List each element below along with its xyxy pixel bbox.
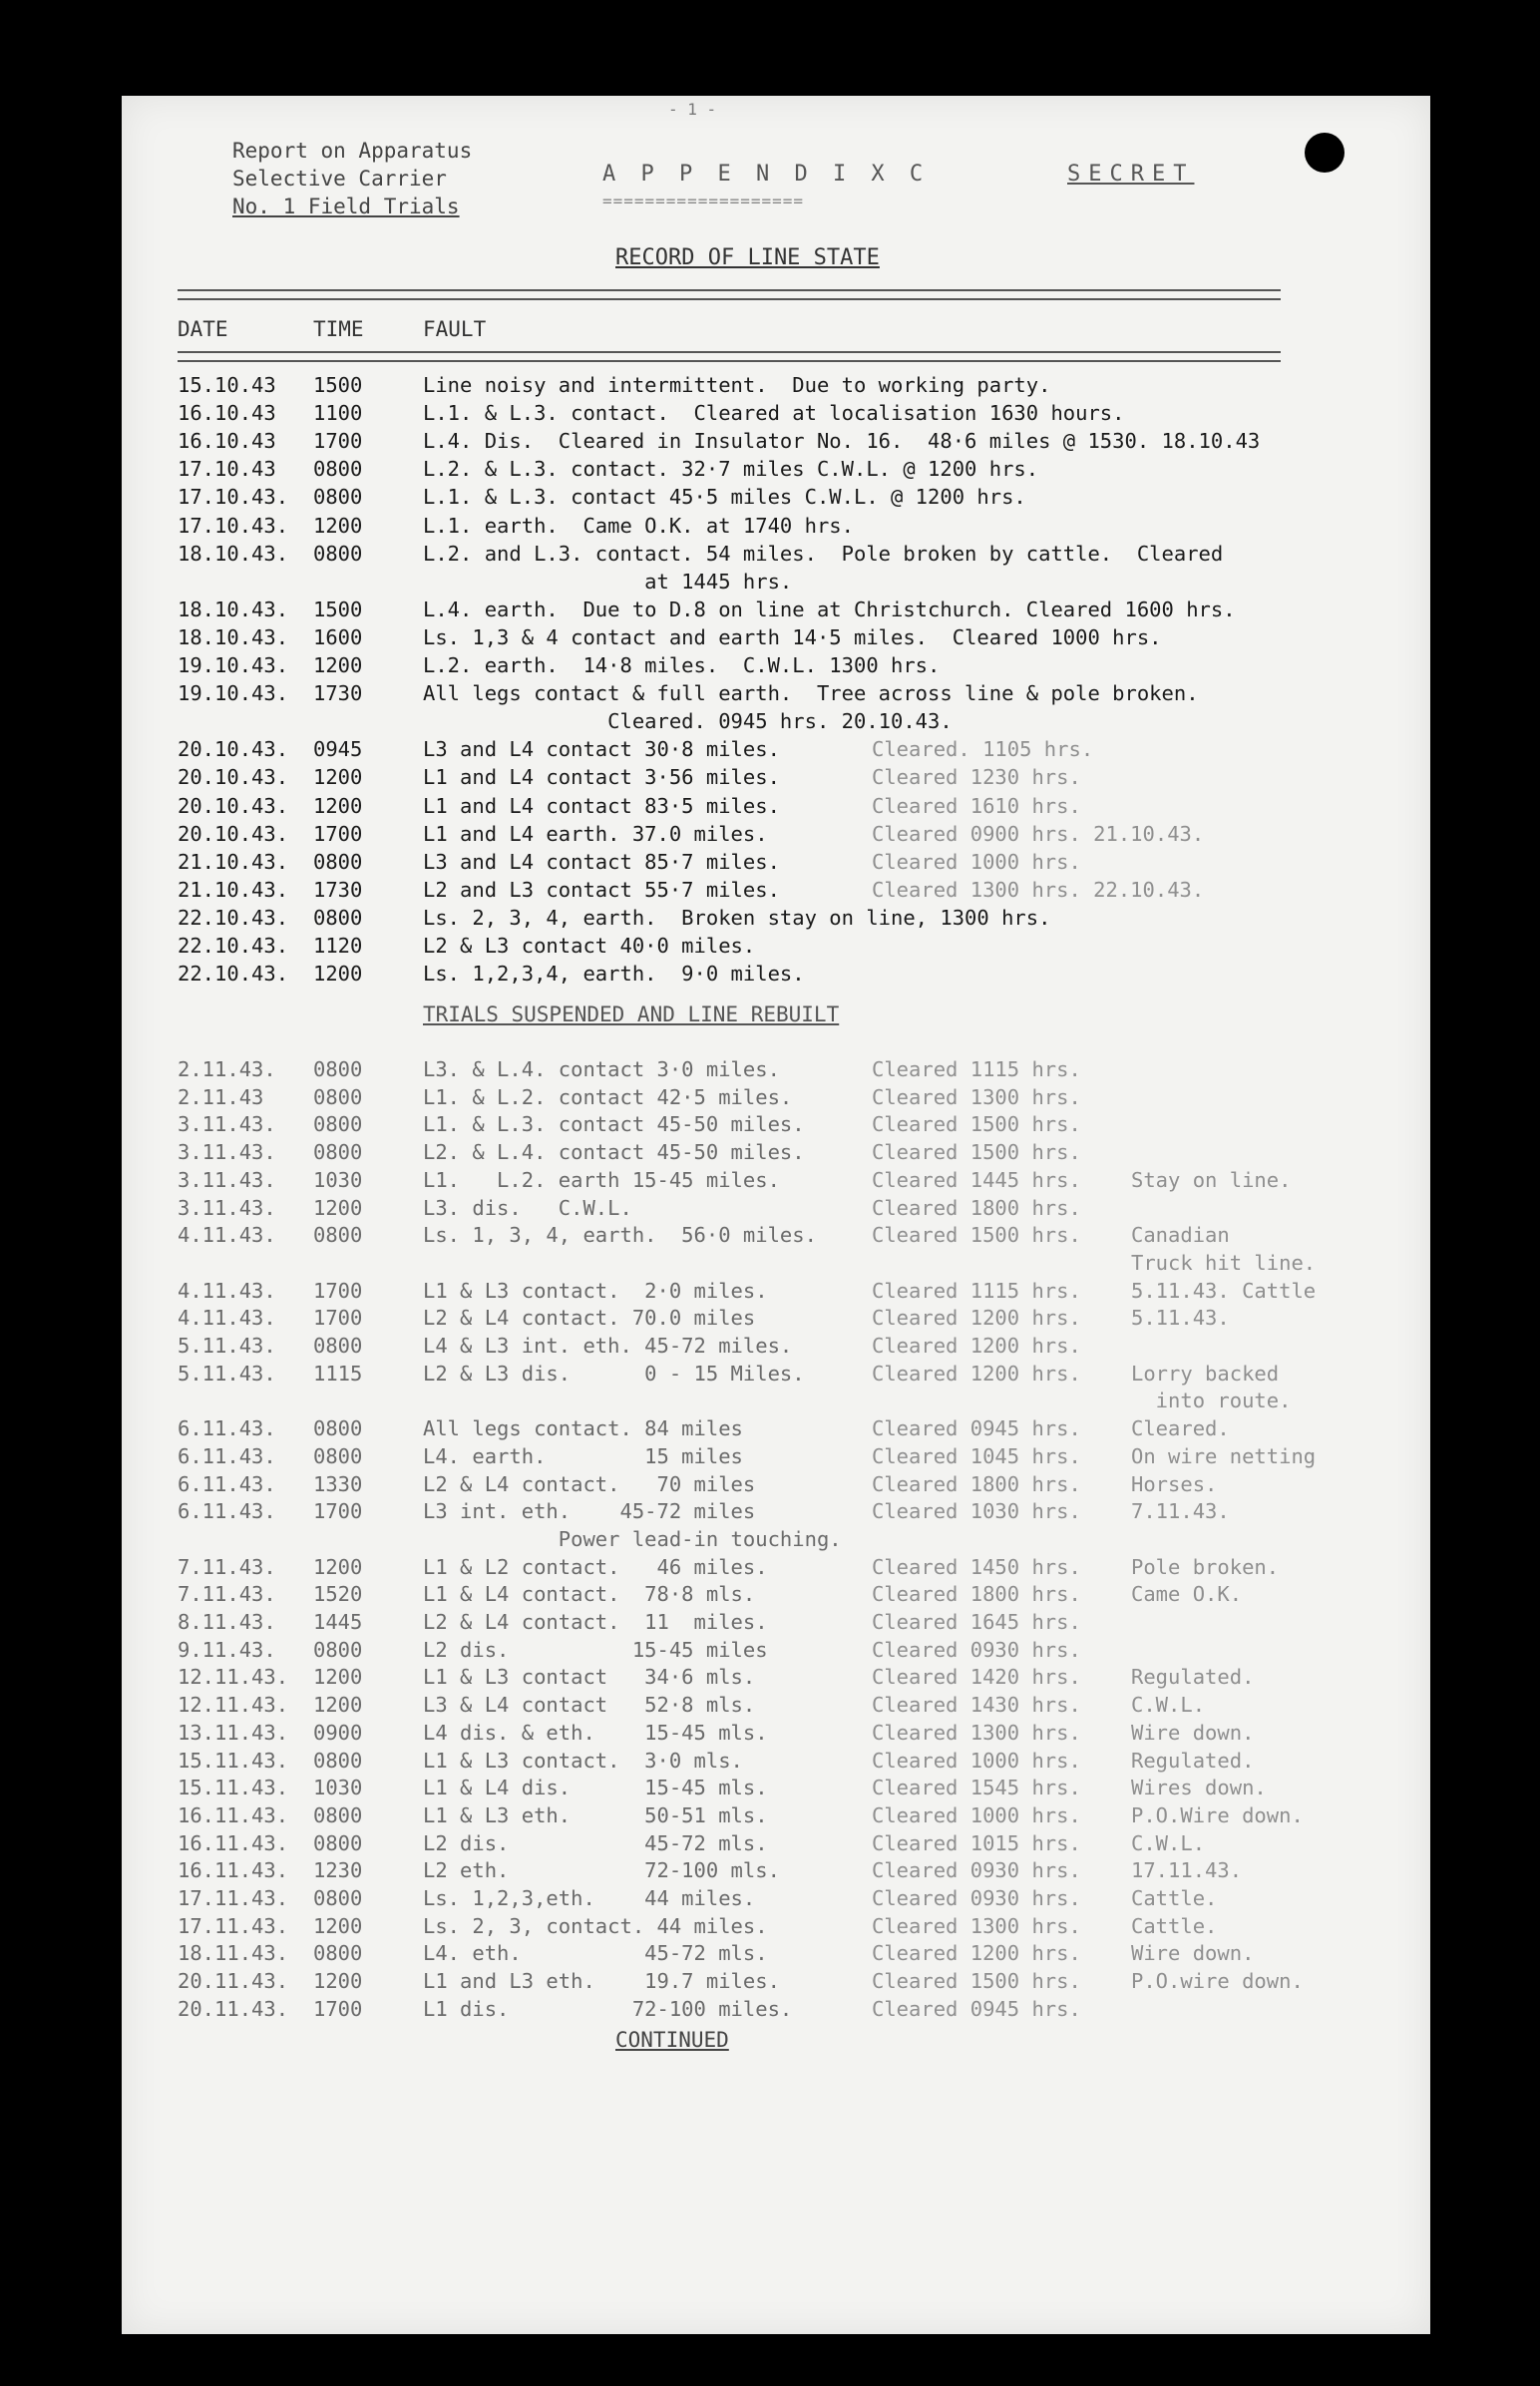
row-time: 1200: [313, 1665, 363, 1690]
row-date: 16.10.43: [178, 401, 276, 426]
table-row: [0, 1721, 1540, 1749]
row-time: 0800: [313, 1084, 363, 1109]
row-cleared: Cleared 1500 hrs.: [872, 1969, 1081, 1994]
row-time: 1200: [313, 1913, 363, 1938]
row-fault: L2 dis. 15-45 miles: [423, 1637, 768, 1662]
table-row: [0, 401, 1540, 429]
row-fault: L4. eth. 45-72 mls.: [423, 1941, 768, 1966]
row-date: 17.10.43: [178, 457, 276, 482]
row-cleared: Cleared. 1105 hrs.: [872, 737, 1094, 762]
row-cleared: Cleared 1000 hrs.: [872, 849, 1081, 874]
secret-label: SECRET: [1067, 162, 1195, 187]
row-cleared: Cleared 0945 hrs.: [872, 1416, 1081, 1441]
row-note: Truck hit line.: [1131, 1250, 1317, 1275]
row-date: 15.11.43.: [178, 1748, 289, 1773]
row-cleared: Cleared 1230 hrs.: [872, 765, 1081, 790]
row-time: 0800: [313, 485, 363, 510]
row-time: 1730: [313, 681, 363, 706]
row-note: Horses.: [1131, 1471, 1218, 1496]
row-date: 18.10.43.: [178, 624, 289, 649]
table-row: [0, 1803, 1540, 1831]
row-note: Regulated.: [1131, 1665, 1255, 1690]
row-time: 0800: [313, 1830, 363, 1855]
row-cleared: Cleared 0930 hrs.: [872, 1886, 1081, 1910]
row-note: Cattle.: [1131, 1886, 1218, 1910]
row-fault: L.1. earth. Came O.K. at 1740 hrs.: [423, 513, 854, 538]
row-time: 1700: [313, 429, 363, 454]
row-time: 1700: [313, 821, 363, 846]
table-row: [0, 1527, 1540, 1555]
row-time: 0800: [313, 1416, 363, 1441]
row-time: 0800: [313, 457, 363, 482]
appendix-label: A P P E N D I X C: [602, 162, 930, 187]
row-time: 0800: [313, 1112, 363, 1137]
row-cleared: Cleared 0900 hrs. 21.10.43.: [872, 821, 1205, 846]
table-row: [0, 1057, 1540, 1085]
row-cleared: Cleared 1500 hrs.: [872, 1112, 1081, 1137]
table-row: [0, 625, 1540, 653]
table-row: [0, 1858, 1540, 1886]
table-row: [0, 850, 1540, 878]
row-note: Lorry backed: [1131, 1361, 1280, 1386]
row-date: 4.11.43.: [178, 1278, 276, 1303]
row-date: 21.10.43.: [178, 877, 289, 902]
row-fault: L1 & L2 contact. 46 miles.: [423, 1554, 768, 1579]
appendix-rule: ===================: [602, 192, 805, 210]
row-note: C.W.L.: [1131, 1693, 1206, 1718]
row-fault: L2 eth. 72-100 mls.: [423, 1858, 780, 1883]
row-date: 3.11.43.: [178, 1195, 276, 1220]
table-row: [0, 514, 1540, 542]
row-fault: L1 & L4 contact. 78·8 mls.: [423, 1582, 756, 1607]
row-time: 1330: [313, 1471, 363, 1496]
row-cleared: Cleared 1300 hrs.: [872, 1720, 1081, 1745]
row-time: 0800: [313, 1802, 363, 1827]
row-time: 1500: [313, 373, 363, 397]
row-time: 0800: [313, 1223, 363, 1248]
row-fault: L.2. and L.3. contact. 54 miles. Pole broken by cattle. Cleared: [423, 541, 1224, 566]
row-time: 1030: [313, 1776, 363, 1800]
row-fault: L1 and L3 eth. 19.7 miles.: [423, 1969, 780, 1994]
table-row: [0, 1251, 1540, 1279]
row-date: 3.11.43.: [178, 1167, 276, 1192]
row-fault: Ls. 1,3 & 4 contact and earth 14·5 miles. Cleared 1000 hrs.: [423, 624, 1162, 649]
row-time: 1200: [313, 765, 363, 790]
row-date: 22.10.43.: [178, 934, 289, 958]
row-time: 1200: [313, 1693, 363, 1718]
row-cleared: Cleared 1200 hrs.: [872, 1941, 1081, 1966]
row-date: 17.10.43.: [178, 485, 289, 510]
row-date: 21.10.43.: [178, 849, 289, 874]
row-date: 17.11.43.: [178, 1886, 289, 1910]
row-fault: L.1. & L.3. contact. Cleared at localisation 1630 hours.: [423, 401, 1125, 426]
table-row: [0, 1223, 1540, 1251]
row-fault: L4 & L3 int. eth. 45-72 miles.: [423, 1334, 793, 1358]
row-fault: All legs contact & full earth. Tree across line & pole broken.: [423, 681, 1199, 706]
row-fault: L3 and L4 contact 30·8 miles.: [423, 737, 780, 762]
row-cleared: Cleared 1445 hrs.: [872, 1167, 1081, 1192]
row-time: 1445: [313, 1610, 363, 1634]
row-time: 1520: [313, 1582, 363, 1607]
row-date: 3.11.43.: [178, 1112, 276, 1137]
table-row: [0, 1499, 1540, 1527]
row-time: 1500: [313, 596, 363, 621]
row-date: 20.10.43.: [178, 793, 289, 818]
row-date: 19.10.43.: [178, 681, 289, 706]
row-note: Cleared.: [1131, 1416, 1230, 1441]
row-fault: L3. & L.4. contact 3·0 miles.: [423, 1057, 780, 1081]
row-time: 1230: [313, 1858, 363, 1883]
table-row: [0, 1969, 1540, 1997]
document-title: RECORD OF LINE STATE: [615, 245, 880, 270]
row-time: 0800: [313, 1637, 363, 1662]
row-fault: L1 & L3 contact. 2·0 miles.: [423, 1278, 768, 1303]
table-row: [0, 653, 1540, 681]
table-row: [0, 570, 1540, 597]
row-cleared: Cleared 0945 hrs.: [872, 1996, 1081, 2021]
row-fault: L.4. Dis. Cleared in Insulator No. 16. 48·6 miles @ 1530. 18.10.43: [423, 429, 1261, 454]
table-row: [0, 962, 1540, 990]
table-row: [0, 934, 1540, 962]
row-cleared: Cleared 1000 hrs.: [872, 1802, 1081, 1827]
row-fault: Ls. 1,2,3,4, earth. 9·0 miles.: [423, 962, 805, 987]
row-date: 22.10.43.: [178, 905, 289, 930]
row-fault: L4. earth. 15 miles: [423, 1443, 743, 1468]
row-fault: at 1445 hrs.: [423, 569, 793, 594]
row-cleared: Cleared 1200 hrs.: [872, 1361, 1081, 1386]
table-row: [0, 1582, 1540, 1610]
row-note: Stay on line.: [1131, 1167, 1292, 1192]
row-note: Wire down.: [1131, 1720, 1255, 1745]
row-date: 17.11.43.: [178, 1913, 289, 1938]
table-row: [0, 1472, 1540, 1500]
table-row: [0, 429, 1540, 457]
table-row: [0, 1941, 1540, 1969]
row-cleared: Cleared 1200 hrs.: [872, 1306, 1081, 1331]
row-time: 1120: [313, 934, 363, 958]
row-date: 2.11.43: [178, 1084, 264, 1109]
row-date: 6.11.43.: [178, 1416, 276, 1441]
row-note: Pole broken.: [1131, 1554, 1280, 1579]
row-note: Wires down.: [1131, 1776, 1267, 1800]
row-date: 9.11.43.: [178, 1637, 276, 1662]
row-time: 1700: [313, 1499, 363, 1524]
row-date: 8.11.43.: [178, 1610, 276, 1634]
report-heading: [232, 137, 472, 220]
table-row: [0, 794, 1540, 822]
row-time: 1700: [313, 1996, 363, 2021]
table-row: [0, 906, 1540, 934]
row-date: 16.11.43.: [178, 1858, 289, 1883]
row-fault: L2 & L3 contact 40·0 miles.: [423, 934, 756, 958]
table-row: [0, 1389, 1540, 1416]
row-time: 1200: [313, 653, 363, 677]
table-row: [0, 1665, 1540, 1693]
column-header-date: DATE: [178, 317, 228, 341]
row-time: 0800: [313, 1334, 363, 1358]
row-date: 20.11.43.: [178, 1969, 289, 1994]
table-row: [0, 681, 1540, 709]
row-date: 20.10.43.: [178, 737, 289, 762]
row-fault: L.2. & L.3. contact. 32·7 miles C.W.L. @ 1200 hrs.: [423, 457, 1039, 482]
table-row: [0, 737, 1540, 765]
row-time: 0945: [313, 737, 363, 762]
row-cleared: Cleared 1430 hrs.: [872, 1693, 1081, 1718]
table-row: [0, 1831, 1540, 1859]
row-date: 13.11.43.: [178, 1720, 289, 1745]
report-heading-line-1: Report on Apparatus: [232, 139, 473, 163]
row-time: 0800: [313, 905, 363, 930]
table-row: [0, 485, 1540, 513]
table-row: [0, 1112, 1540, 1140]
row-fault: L1 & L3 eth. 50-51 mls.: [423, 1802, 768, 1827]
row-date: 12.11.43.: [178, 1665, 289, 1690]
row-date: 20.10.43.: [178, 765, 289, 790]
page-mark: - 1 -: [668, 100, 717, 119]
row-cleared: Cleared 1045 hrs.: [872, 1443, 1081, 1468]
row-date: 4.11.43.: [178, 1306, 276, 1331]
row-fault: L2 & L4 contact. 70 miles: [423, 1471, 756, 1496]
row-time: 0800: [313, 541, 363, 566]
row-note: 17.11.43.: [1131, 1858, 1243, 1883]
row-fault: Line noisy and intermittent. Due to working party.: [423, 373, 1051, 397]
table-row: [0, 1776, 1540, 1803]
table-row: [0, 1168, 1540, 1196]
row-note: 7.11.43.: [1131, 1499, 1230, 1524]
row-fault: L4 dis. & eth. 15-45 mls.: [423, 1720, 768, 1745]
table-row: [0, 1196, 1540, 1224]
row-note: C.W.L.: [1131, 1830, 1206, 1855]
row-fault: L3 & L4 contact 52·8 mls.: [423, 1693, 756, 1718]
table-row: [0, 1085, 1540, 1113]
table-row: [0, 1362, 1540, 1390]
divider-header: [178, 351, 1281, 362]
row-date: 6.11.43.: [178, 1443, 276, 1468]
row-fault: Ls. 1, 3, 4, earth. 56·0 miles.: [423, 1223, 817, 1248]
table-row: [0, 1997, 1540, 2025]
row-time: 0800: [313, 1140, 363, 1165]
row-fault: L.4. earth. Due to D.8 on line at Christchurch. Cleared 1600 hrs.: [423, 596, 1236, 621]
row-note: Regulated.: [1131, 1748, 1255, 1773]
row-time: 1700: [313, 1278, 363, 1303]
row-time: 1030: [313, 1167, 363, 1192]
row-fault: L.1. & L.3. contact 45·5 miles C.W.L. @ 1200 hrs.: [423, 485, 1026, 510]
row-date: 19.10.43.: [178, 653, 289, 677]
row-cleared: Cleared 1115 hrs.: [872, 1057, 1081, 1081]
row-time: 1200: [313, 962, 363, 987]
row-fault: L1 and L4 contact 83·5 miles.: [423, 793, 780, 818]
row-note: Wire down.: [1131, 1941, 1255, 1966]
row-fault: Ls. 2, 3, contact. 44 miles.: [423, 1913, 768, 1938]
row-time: 1200: [313, 1195, 363, 1220]
row-date: 7.11.43.: [178, 1554, 276, 1579]
row-fault: L1 & L3 contact. 3·0 mls.: [423, 1748, 743, 1773]
table-row: [0, 542, 1540, 570]
table-row: [0, 1416, 1540, 1444]
row-fault: L2 & L4 contact. 11 miles.: [423, 1610, 768, 1634]
row-note: Canadian: [1131, 1223, 1230, 1248]
row-fault: L2 and L3 contact 55·7 miles.: [423, 877, 780, 902]
table-row: [0, 1306, 1540, 1334]
row-cleared: Cleared 0930 hrs.: [872, 1637, 1081, 1662]
row-date: 18.10.43.: [178, 596, 289, 621]
row-cleared: Cleared 1500 hrs.: [872, 1223, 1081, 1248]
row-date: 4.11.43.: [178, 1223, 276, 1248]
row-note: Came O.K.: [1131, 1582, 1243, 1607]
row-fault: All legs contact. 84 miles: [423, 1416, 743, 1441]
row-time: 0800: [313, 849, 363, 874]
row-date: 18.11.43.: [178, 1941, 289, 1966]
row-fault: L3. dis. C.W.L.: [423, 1195, 632, 1220]
row-fault: L1. & L.2. contact 42·5 miles.: [423, 1084, 793, 1109]
row-date: 5.11.43.: [178, 1334, 276, 1358]
table-row: [0, 709, 1540, 737]
row-cleared: Cleared 1015 hrs.: [872, 1830, 1081, 1855]
row-cleared: Cleared 1030 hrs.: [872, 1499, 1081, 1524]
row-fault: L1 & L3 contact 34·6 mls.: [423, 1665, 756, 1690]
table-row: [0, 1693, 1540, 1721]
row-time: 1200: [313, 793, 363, 818]
table-row: [0, 1914, 1540, 1942]
row-note: 5.11.43. Cattle: [1131, 1278, 1317, 1303]
row-cleared: Cleared 1420 hrs.: [872, 1665, 1081, 1690]
row-date: 22.10.43.: [178, 962, 289, 987]
table-row: [0, 1140, 1540, 1168]
row-date: 16.11.43.: [178, 1802, 289, 1827]
row-cleared: Cleared 1300 hrs.: [872, 1084, 1081, 1109]
row-fault: L1. & L.3. contact 45-50 miles.: [423, 1112, 805, 1137]
row-cleared: Cleared 0930 hrs.: [872, 1858, 1081, 1883]
row-cleared: Cleared 1450 hrs.: [872, 1554, 1081, 1579]
row-cleared: Cleared 1200 hrs.: [872, 1334, 1081, 1358]
row-date: 17.10.43.: [178, 513, 289, 538]
row-date: 6.11.43.: [178, 1471, 276, 1496]
row-date: 12.11.43.: [178, 1693, 289, 1718]
row-time: 0800: [313, 1941, 363, 1966]
row-fault: L2. & L.4. contact 45-50 miles.: [423, 1140, 805, 1165]
report-heading-line-2: Selective Carrier: [232, 167, 447, 191]
row-time: 1100: [313, 401, 363, 426]
table-row: [0, 822, 1540, 850]
row-date: 16.10.43: [178, 429, 276, 454]
table-row: [0, 878, 1540, 906]
row-fault: Ls. 2, 3, 4, earth. Broken stay on line, 1300 hrs.: [423, 905, 1051, 930]
row-cleared: Cleared 1500 hrs.: [872, 1140, 1081, 1165]
row-note: 5.11.43.: [1131, 1306, 1230, 1331]
continued-label: CONTINUED: [615, 2028, 729, 2052]
table-row: [0, 1749, 1540, 1777]
row-fault: L2 & L4 contact. 70.0 miles: [423, 1306, 756, 1331]
row-fault: L1 dis. 72-100 miles.: [423, 1996, 793, 2021]
row-time: 1200: [313, 1554, 363, 1579]
row-fault: L2 dis. 45-72 mls.: [423, 1830, 768, 1855]
row-date: 3.11.43.: [178, 1140, 276, 1165]
table-row: [0, 597, 1540, 625]
row-note: On wire netting: [1131, 1443, 1317, 1468]
row-date: 5.11.43.: [178, 1361, 276, 1386]
row-cleared: Cleared 1800 hrs.: [872, 1471, 1081, 1496]
table-row: [0, 373, 1540, 401]
table-row: [0, 457, 1540, 485]
table-row: [0, 1555, 1540, 1583]
row-fault: Power lead-in touching.: [423, 1526, 842, 1551]
table-row: [0, 1334, 1540, 1362]
divider-top: [178, 289, 1281, 300]
row-cleared: Cleared 1610 hrs.: [872, 793, 1081, 818]
row-note: into route.: [1131, 1389, 1292, 1413]
row-cleared: Cleared 1545 hrs.: [872, 1776, 1081, 1800]
row-cleared: Cleared 1645 hrs.: [872, 1610, 1081, 1634]
row-time: 0900: [313, 1720, 363, 1745]
row-date: 20.11.43.: [178, 1996, 289, 2021]
table-row: [0, 765, 1540, 793]
row-fault: L2 & L3 dis. 0 - 15 Miles.: [423, 1361, 805, 1386]
punch-hole: [1305, 133, 1345, 173]
row-fault: L1 & L4 dis. 15-45 mls.: [423, 1776, 768, 1800]
margin-mark: [96, 1857, 102, 1863]
row-time: 0800: [313, 1057, 363, 1081]
row-note: Cattle.: [1131, 1913, 1218, 1938]
row-cleared: Cleared 1300 hrs.: [872, 1913, 1081, 1938]
row-fault: L3 int. eth. 45-72 miles: [423, 1499, 756, 1524]
row-date: 18.10.43.: [178, 541, 289, 566]
row-time: 0800: [313, 1886, 363, 1910]
row-fault: Ls. 1,2,3,eth. 44 miles.: [423, 1886, 756, 1910]
row-note: P.O.Wire down.: [1131, 1802, 1304, 1827]
row-cleared: Cleared 1800 hrs.: [872, 1582, 1081, 1607]
row-time: 1200: [313, 513, 363, 538]
table-row: [0, 1444, 1540, 1472]
row-fault: L3 and L4 contact 85·7 miles.: [423, 849, 780, 874]
row-cleared: Cleared 1300 hrs. 22.10.43.: [872, 877, 1205, 902]
row-date: 16.11.43.: [178, 1830, 289, 1855]
column-header-time: TIME: [313, 317, 364, 341]
row-time: 1600: [313, 624, 363, 649]
table-row: [0, 1638, 1540, 1666]
row-cleared: Cleared 1800 hrs.: [872, 1195, 1081, 1220]
column-header-fault: FAULT: [423, 317, 487, 341]
row-note: P.O.wire down.: [1131, 1969, 1304, 1994]
row-fault: L1 and L4 contact 3·56 miles.: [423, 765, 780, 790]
section-title: TRIALS SUSPENDED AND LINE REBUILT: [423, 1002, 840, 1026]
table-row: [0, 1610, 1540, 1638]
row-time: 0800: [313, 1443, 363, 1468]
margin-mark: [100, 2226, 106, 2232]
table-row: [0, 1886, 1540, 1914]
row-date: 6.11.43.: [178, 1499, 276, 1524]
row-time: 0800: [313, 1748, 363, 1773]
row-fault: Cleared. 0945 hrs. 20.10.43.: [423, 709, 953, 734]
row-date: 2.11.43.: [178, 1057, 276, 1081]
row-time: 1200: [313, 1969, 363, 1994]
row-fault: L1 and L4 earth. 37.0 miles.: [423, 821, 768, 846]
table-row: [0, 1279, 1540, 1307]
row-date: 15.10.43: [178, 373, 276, 397]
row-fault: L.2. earth. 14·8 miles. C.W.L. 1300 hrs.: [423, 653, 941, 677]
report-heading-line-3: No. 1 Field Trials: [232, 195, 460, 218]
row-cleared: Cleared 1115 hrs.: [872, 1278, 1081, 1303]
row-fault: L1. L.2. earth 15-45 miles.: [423, 1167, 780, 1192]
row-time: 1730: [313, 877, 363, 902]
row-date: 20.10.43.: [178, 821, 289, 846]
row-date: 15.11.43.: [178, 1776, 289, 1800]
row-time: 1700: [313, 1306, 363, 1331]
row-time: 1115: [313, 1361, 363, 1386]
row-date: 7.11.43.: [178, 1582, 276, 1607]
row-cleared: Cleared 1000 hrs.: [872, 1748, 1081, 1773]
